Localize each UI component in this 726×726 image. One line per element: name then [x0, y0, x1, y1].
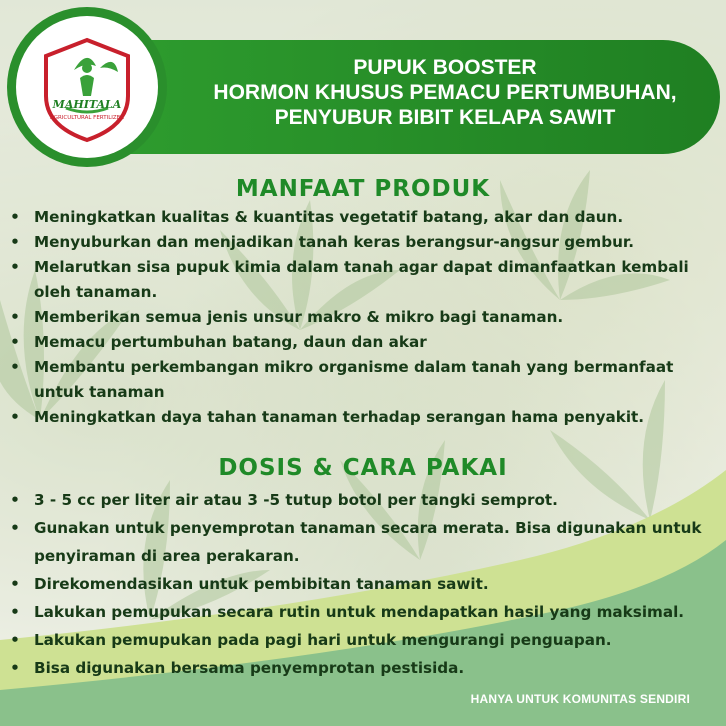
bullet-icon: • — [10, 575, 20, 593]
list-item: • Meningkatkan daya tahan tanaman terhadap serangan hama penyakit. — [34, 405, 716, 430]
usage-heading: DOSIS & CARA PAKAI — [218, 455, 508, 481]
title-line: HORMON KHUSUS PEMACU PERTUMBUHAN, — [213, 81, 677, 104]
bullet-icon: • — [10, 519, 20, 537]
bullet-icon: • — [10, 408, 20, 426]
bullet-icon: • — [10, 491, 20, 509]
list-item: • Gunakan untuk penyemprotan tanaman secara merata. Bisa digunakan untuk penyiraman di area perakaran. — [34, 514, 716, 570]
footer-note: HANYA UNTUK KOMUNITAS SENDIRI — [470, 692, 690, 706]
logo-emblem-icon — [16, 16, 158, 158]
list-item: • Memberikan semua jenis unsur makro & mikro bagi tanaman. — [34, 305, 716, 330]
usage-list — [0, 486, 726, 682]
benefits-list — [0, 205, 726, 430]
list-item: • Meningkatkan kualitas & kuantitas vegetatif batang, akar dan daun. — [34, 205, 716, 230]
list-item: • Direkomendasikan untuk pembibitan tanaman sawit. — [34, 570, 716, 598]
list-item: • Bisa digunakan bersama penyemprotan pestisida. — [34, 654, 716, 682]
bullet-icon: • — [10, 358, 20, 376]
title-line: PENYUBUR BIBIT KELAPA SAWIT — [274, 106, 616, 129]
bullet-icon: • — [10, 208, 20, 226]
list-item: • Lakukan pemupukan secara rutin untuk mendapatkan hasil yang maksimal. — [34, 598, 716, 626]
bullet-icon: • — [10, 333, 20, 351]
list-item: • Melarutkan sisa pupuk kimia dalam tanah agar dapat dimanfaatkan kembali oleh tanaman. — [34, 255, 716, 305]
logo-text: MAHITALA — [52, 98, 122, 111]
benefits-heading: MANFAAT PRODUK — [235, 176, 491, 202]
list-item: • Menyuburkan dan menjadikan tanah keras berangsur-angsur gembur. — [34, 230, 716, 255]
title-line: PUPUK BOOSTER — [353, 56, 537, 79]
bullet-icon: • — [10, 258, 20, 276]
list-item: • Memacu pertumbuhan batang, daun dan akar — [34, 330, 716, 355]
bullet-icon: • — [10, 233, 20, 251]
bullet-icon: • — [10, 308, 20, 326]
bullet-icon: • — [10, 659, 20, 677]
list-item: • Membantu perkembangan mikro organisme dalam tanah yang bermanfaat untuk tanaman — [34, 355, 716, 405]
brand-logo — [16, 16, 158, 158]
list-item: • 3 - 5 cc per liter air atau 3 -5 tutup botol per tangki semprot. — [34, 486, 716, 514]
page-title — [180, 55, 710, 130]
list-item: • Lakukan pemupukan pada pagi hari untuk mengurangi penguapan. — [34, 626, 716, 654]
bullet-icon: • — [10, 603, 20, 621]
bullet-icon: • — [10, 631, 20, 649]
logo-subtext: AGRICULTURAL FERTILIZER — [50, 115, 124, 121]
